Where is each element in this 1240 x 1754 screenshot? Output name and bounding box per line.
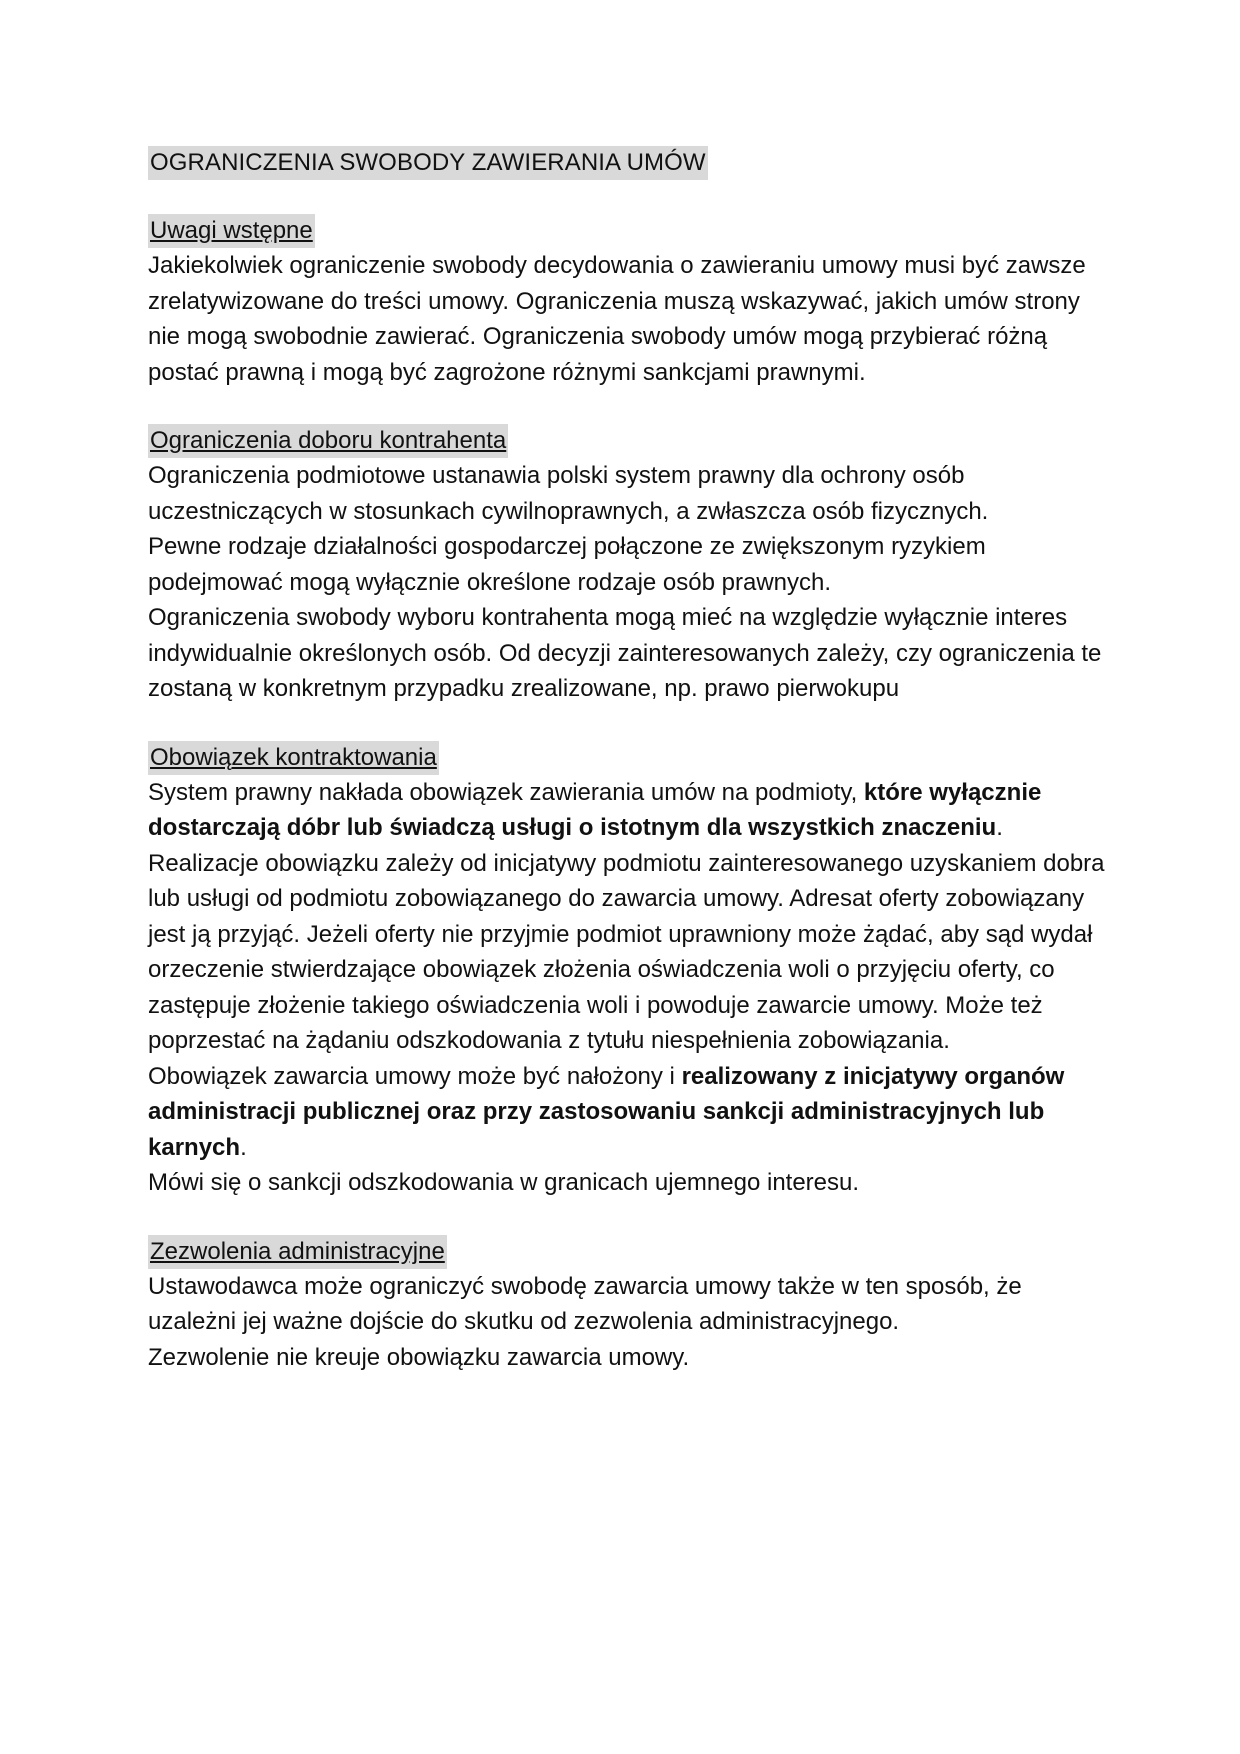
paragraph: Mówi się o sankcji odszkodowania w granicach ujemnego interesu. [148, 1169, 860, 1196]
section-heading: Obowiązek kontraktowania [148, 741, 439, 775]
paragraph-text: Obowiązek zawarcia umowy może być nałożony i [148, 1062, 682, 1090]
paragraph-text: . [996, 814, 1003, 841]
section-obowiazek-kontraktowania [148, 741, 1108, 1201]
section-ograniczenia-doboru-kontrahenta [148, 424, 1108, 707]
paragraph: Ustawodawca może ograniczyć swobodę zawarcia umowy także w ten sposób, że uzależni jej ważne dojście do skutku od zezwolenia administracyjnego. [148, 1272, 1022, 1335]
paragraph-bold-text: które wyłącznie dostarczają dóbr lub świadczą usługi o istotnym dla wszystkich znaczeniu [148, 778, 1042, 841]
paragraph: Ograniczenia podmiotowe ustanawia polski system prawny dla ochrony osób uczestniczących w stosunkach cywilnoprawnych, a zwłaszcza osób fizycznych. [148, 462, 989, 525]
paragraph: Jakiekolwiek ograniczenie swobody decydowania o zawieraniu umowy musi być zawsze zrelatywizowane do treści umowy. Ograniczenia muszą wskazywać, jakich umów strony nie mogą swobodnie zawierać. Ograniczenia swobody umów mogą przybierać różną postać prawną i mogą być zagrożone różnymi sankcjami prawnymi. [148, 252, 1086, 386]
paragraph-text: System prawny nakłada obowiązek zawierania umów na podmioty, [148, 778, 864, 806]
paragraph [148, 1059, 1108, 1166]
paragraph [148, 775, 1108, 846]
paragraph: Realizacje obowiązku zależy od inicjatywy podmiotu zainteresowanego uzyskaniem dobra lub usługi od podmiotu zobowiązanego do zawarcia umowy. Adresat oferty zobowiązany jest ją przyjąć. Jeżeli oferty nie przyjmie podmiot uprawniony może żądać, aby sąd wydał orzeczenie stwierdzające obowiązek złożenia oświadczenia woli o przyjęciu oferty, co zastępuje złożenie takiego oświadczenia woli i powoduje zawarcie umowy. Może też poprzestać na żądaniu odszkodowania z tytułu niespełnienia zobowiązania. [148, 849, 1105, 1054]
paragraph-text: . [240, 1133, 247, 1161]
section-uwagi-wstepne [148, 214, 1108, 390]
document-title: OGRANICZENIA SWOBODY ZAWIERANIA UMÓW [148, 146, 708, 180]
section-heading: Ograniczenia doboru kontrahenta [148, 424, 508, 458]
paragraph: Pewne rodzaje działalności gospodarczej połączone ze zwiększonym ryzykiem podejmować mogą wyłącznie określone rodzaje osób prawnych. [148, 533, 986, 596]
paragraph: Zezwolenie nie kreuje obowiązku zawarcia umowy. [148, 1343, 690, 1371]
section-heading: Zezwolenia administracyjne [148, 1235, 447, 1269]
document-page [148, 146, 1108, 1375]
section-zezwolenia-administracyjne [148, 1235, 1108, 1376]
paragraph-bold-text: realizowany z inicjatywy organów administracji publicznej oraz przy zastosowaniu sankcji administracyjnych lub karnych [148, 1062, 1065, 1161]
section-heading: Uwagi wstępne [148, 214, 315, 248]
paragraph: Ograniczenia swobody wyboru kontrahenta mogą mieć na względzie wyłącznie interes indywidualnie określonych osób. Od decyzji zainteresowanych zależy, czy ograniczenia te zostaną w konkretnym przypadku zrealizowane, np. prawo pierwokupu [148, 604, 1102, 702]
